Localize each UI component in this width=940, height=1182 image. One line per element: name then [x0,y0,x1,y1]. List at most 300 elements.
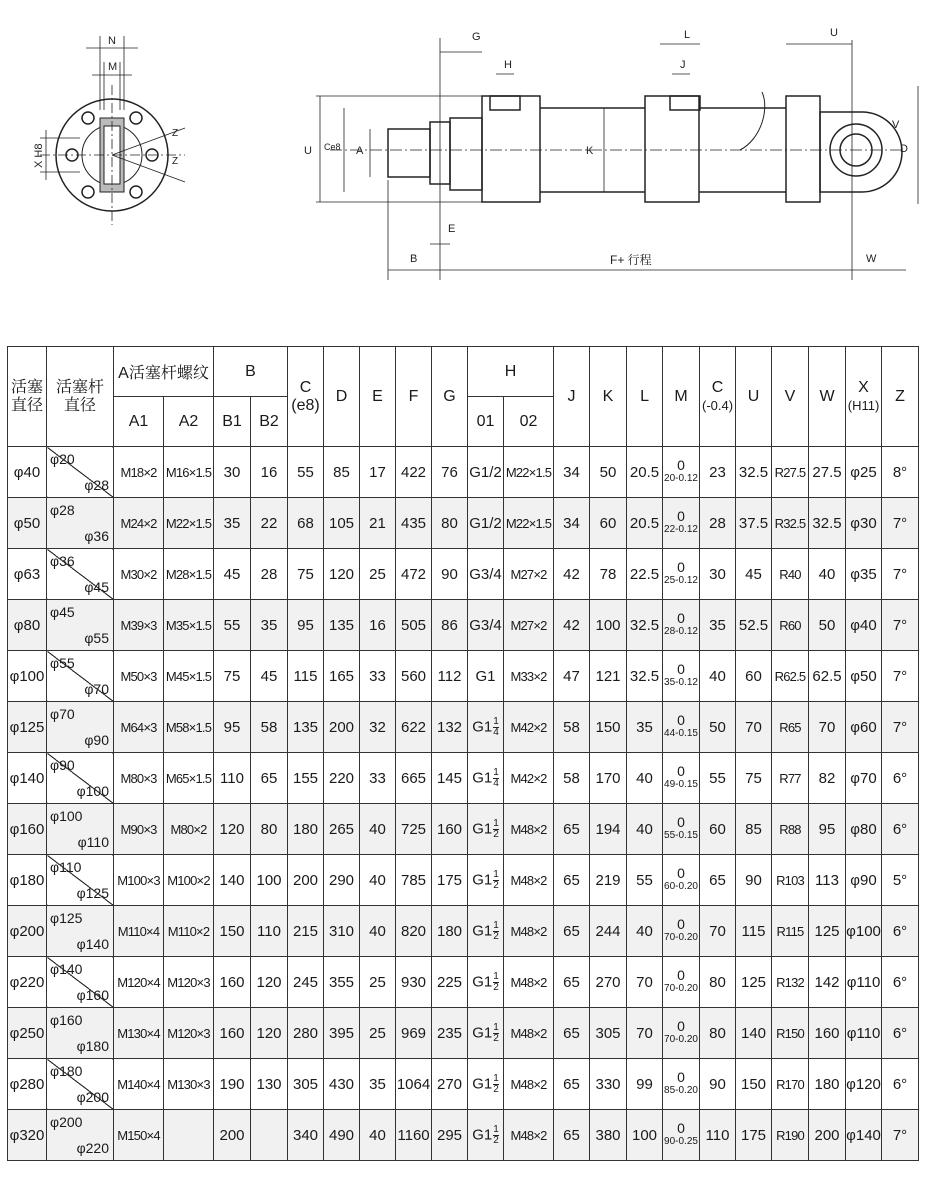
h01-fraction: $\frac{1}{2}$ [493,970,499,993]
m-lower-value: 28-0.12 [664,626,698,637]
cell-x: φ100 [846,906,882,957]
cell-g: 80 [432,498,468,549]
cell-e: 35 [360,1059,396,1110]
cell-c: 280 [288,1008,324,1059]
cell-g: 132 [432,702,468,753]
label-ce8: Ce8 [324,142,341,152]
cell-e: 33 [360,753,396,804]
cell-v: R190 [772,1110,809,1161]
m-upper-deviation: 0 [677,1069,685,1085]
cell-b2: 80 [251,804,288,855]
cell-l: 32.5 [627,600,663,651]
cell-x: φ140 [846,1110,882,1161]
m-lower-value: 70-0.20 [664,1034,698,1045]
h01-text: G1 [472,768,493,786]
cell-w: 113 [809,855,846,906]
cell-c2: 35 [700,600,736,651]
cell-rod-diameter [47,1008,114,1059]
cell-h02: M48×2 [504,1110,554,1161]
cell-b1: 75 [214,651,251,702]
rod-diameter-small: φ70 [50,706,75,722]
cell-h02: M27×2 [504,600,554,651]
cell-z: 7° [882,549,919,600]
cell-a2: M58×1.5 [164,702,214,753]
header-c2-text: C [711,378,724,396]
m-upper-deviation: 0 [677,763,685,779]
h01-text: G1 [472,819,493,837]
m-upper-deviation: 0 [677,814,685,830]
cell-j: 42 [554,549,590,600]
cell-b2: 45 [251,651,288,702]
cell-c: 55 [288,447,324,498]
cell-j: 42 [554,600,590,651]
label-u-top: U [830,27,838,39]
cell-u: 37.5 [736,498,772,549]
cell-w: 50 [809,600,846,651]
cell-m [663,855,700,906]
cell-e: 21 [360,498,396,549]
cell-d: 290 [324,855,360,906]
cell-m [663,498,700,549]
m-upper-deviation: 0 [677,457,685,473]
table-row [8,957,940,1008]
header-piston-diameter [8,347,47,447]
cell-rod-diameter [47,957,114,1008]
cell-m [663,600,700,651]
cell-h02: M48×2 [504,855,554,906]
cell-b2: 22 [251,498,288,549]
cell-a2: M100×2 [164,855,214,906]
cell-m [663,1110,700,1161]
cell-a2: M80×2 [164,804,214,855]
m-lower-value: 25-0.12 [664,575,698,586]
cell-p: φ180 [8,855,47,906]
label-e: E [448,223,456,235]
cell-a2: M16×1.5 [164,447,214,498]
cell-a1: M18×2 [114,447,164,498]
cell-b2 [251,1110,288,1161]
cell-c2: 60 [700,804,736,855]
cell-p: φ80 [8,600,47,651]
cell-a2: M120×3 [164,957,214,1008]
cell-a2: M45×1.5 [164,651,214,702]
cell-l: 70 [627,957,663,1008]
rod-diameter-large: φ100 [76,783,109,799]
cell-x: φ50 [846,651,882,702]
cell-p: φ125 [8,702,47,753]
cell-e: 33 [360,651,396,702]
cell-m [663,447,700,498]
cell-z: 7° [882,600,919,651]
label-b: B [410,253,418,265]
cell-e: 40 [360,804,396,855]
cell-b2: 35 [251,600,288,651]
cell-f: 505 [396,600,432,651]
cell-f: 785 [396,855,432,906]
cell-u: 150 [736,1059,772,1110]
table-row [8,498,940,549]
label-m: M [108,61,118,73]
cell-v: R150 [772,1008,809,1059]
rod-diameter-large: φ28 [84,477,109,493]
spec-table [7,346,940,1161]
cell-k: 219 [590,855,627,906]
rod-diameter-small: φ100 [50,808,83,824]
cell-c: 95 [288,600,324,651]
cell-d: 355 [324,957,360,1008]
m-upper-deviation: 0 [677,1120,685,1136]
cell-a1: M150×4 [114,1110,164,1161]
cell-c2: 55 [700,753,736,804]
cell-l: 100 [627,1110,663,1161]
cell-rod-diameter [47,1059,114,1110]
cell-d: 120 [324,549,360,600]
rod-diameter-large: φ180 [76,1038,109,1054]
table-row [8,906,940,957]
cell-rod-diameter [47,1110,114,1161]
cell-j: 34 [554,498,590,549]
cell-rod-diameter [47,855,114,906]
cell-j: 58 [554,702,590,753]
cell-h02: M33×2 [504,651,554,702]
cell-rod-diameter [47,498,114,549]
rod-diameter-large: φ140 [76,936,109,952]
cell-b1: 160 [214,1008,251,1059]
cell-c: 340 [288,1110,324,1161]
table-row [8,1059,940,1110]
header-g: G [432,347,468,447]
cell-h01 [468,498,504,549]
cell-d: 395 [324,1008,360,1059]
cell-a2: M35×1.5 [164,600,214,651]
rod-diameter-large: φ36 [84,528,109,544]
cell-p: φ140 [8,753,47,804]
cell-f: 1064 [396,1059,432,1110]
cell-c2: 50 [700,702,736,753]
cell-h01 [468,906,504,957]
cell-j: 65 [554,1008,590,1059]
cell-x: φ30 [846,498,882,549]
header-piston-diameter-text: 活塞直径 [10,378,43,414]
cell-a1: M24×2 [114,498,164,549]
cell-v: R103 [772,855,809,906]
label-z-upper: Z [172,128,179,139]
cell-w: 125 [809,906,846,957]
cell-g: 112 [432,651,468,702]
cell-u: 60 [736,651,772,702]
header-c [288,347,324,447]
cell-p: φ320 [8,1110,47,1161]
cell-d: 220 [324,753,360,804]
cell-v: R132 [772,957,809,1008]
table-row [8,1008,940,1059]
cell-c2: 65 [700,855,736,906]
cell-l: 55 [627,855,663,906]
cell-h02: M22×1.5 [504,498,554,549]
cell-k: 170 [590,753,627,804]
cell-b1: 190 [214,1059,251,1110]
m-lower-value: 90-0.25 [664,1136,698,1147]
cell-f: 930 [396,957,432,1008]
header-b: B [214,347,288,397]
cell-c2: 80 [700,957,736,1008]
m-lower-value: 22-0.12 [664,524,698,535]
h01-text: G3/4 [469,565,502,583]
cell-h02: M48×2 [504,957,554,1008]
cell-k: 270 [590,957,627,1008]
cell-c: 180 [288,804,324,855]
cell-l: 32.5 [627,651,663,702]
rod-diameter-small: φ180 [50,1063,83,1079]
cell-b2: 130 [251,1059,288,1110]
label-stroke: F+ 行程 [610,253,652,267]
cell-h01 [468,1008,504,1059]
cell-h02: M27×2 [504,549,554,600]
rod-diameter-large: φ220 [76,1140,109,1156]
cell-k: 121 [590,651,627,702]
h01-text: G1 [472,921,493,939]
cell-f: 422 [396,447,432,498]
header-c2 [700,347,736,447]
cell-g: 270 [432,1059,468,1110]
cell-c2: 90 [700,1059,736,1110]
cell-e: 25 [360,1008,396,1059]
cell-d: 265 [324,804,360,855]
cell-l: 99 [627,1059,663,1110]
cell-e: 40 [360,906,396,957]
cell-rod-diameter [47,804,114,855]
cell-c: 200 [288,855,324,906]
m-lower-value: 55-0.15 [664,830,698,841]
header-x-sub: (H11) [847,397,880,413]
cell-b1: 200 [214,1110,251,1161]
cell-z: 7° [882,702,919,753]
label-d: D [900,143,908,155]
label-j: J [680,59,686,71]
cell-u: 115 [736,906,772,957]
cell-v: R88 [772,804,809,855]
cell-h01 [468,957,504,1008]
cell-w: 95 [809,804,846,855]
h01-text: G1 [472,870,493,888]
cell-a1: M120×4 [114,957,164,1008]
m-lower-value: 60-0.20 [664,881,698,892]
header-rod-thread: A活塞杆螺纹 [114,347,214,397]
cell-l: 40 [627,753,663,804]
label-v: V [892,119,900,131]
h01-text: G1 [472,1125,493,1143]
cell-v: R115 [772,906,809,957]
cell-z: 6° [882,1059,919,1110]
cell-b2: 120 [251,1008,288,1059]
cell-x: φ80 [846,804,882,855]
cell-u: 32.5 [736,447,772,498]
m-lower-value: 20-0.12 [664,473,698,484]
cell-k: 244 [590,906,627,957]
cell-c2: 23 [700,447,736,498]
cell-b2: 100 [251,855,288,906]
cell-g: 76 [432,447,468,498]
cell-h01 [468,804,504,855]
rod-diameter-large: φ160 [76,987,109,1003]
label-g: G [472,31,481,43]
rod-diameter-large: φ125 [76,885,109,901]
cell-e: 40 [360,1110,396,1161]
cell-b1: 35 [214,498,251,549]
label-u-left: U [304,145,312,157]
cell-c: 75 [288,549,324,600]
cell-x: φ120 [846,1059,882,1110]
header-v: V [772,347,809,447]
cell-c: 115 [288,651,324,702]
h01-text: G1 [472,972,493,990]
cell-p: φ63 [8,549,47,600]
cell-a1: M130×4 [114,1008,164,1059]
cell-v: R170 [772,1059,809,1110]
m-upper-deviation: 0 [677,508,685,524]
header-l: L [627,347,663,447]
cell-h01 [468,1059,504,1110]
cell-j: 65 [554,855,590,906]
cell-u: 90 [736,855,772,906]
cell-w: 70 [809,702,846,753]
m-upper-deviation: 0 [677,1018,685,1034]
cell-v: R32.5 [772,498,809,549]
m-upper-deviation: 0 [677,916,685,932]
table-row [8,702,940,753]
cell-g: 180 [432,906,468,957]
rod-diameter-small: φ125 [50,910,83,926]
table-row [8,651,940,702]
cell-d: 310 [324,906,360,957]
cell-c2: 80 [700,1008,736,1059]
cell-d: 430 [324,1059,360,1110]
cell-j: 58 [554,753,590,804]
cell-l: 22.5 [627,549,663,600]
cell-u: 45 [736,549,772,600]
cell-e: 40 [360,855,396,906]
cell-u: 125 [736,957,772,1008]
cell-a2: M28×1.5 [164,549,214,600]
cell-c2: 110 [700,1110,736,1161]
cell-v: R60 [772,600,809,651]
cell-f: 560 [396,651,432,702]
cell-j: 65 [554,906,590,957]
m-upper-deviation: 0 [677,712,685,728]
cell-b1: 55 [214,600,251,651]
header-k: K [590,347,627,447]
label-n: N [108,35,116,47]
cell-rod-diameter [47,600,114,651]
cell-h01 [468,549,504,600]
cell-p: φ50 [8,498,47,549]
cell-b1: 120 [214,804,251,855]
cell-g: 86 [432,600,468,651]
table-row [8,549,940,600]
h01-fraction: $\frac{1}{4}$ [493,766,499,789]
cell-h01 [468,447,504,498]
header-w: W [809,347,846,447]
table-row [8,855,940,906]
cell-e: 25 [360,957,396,1008]
cell-g: 145 [432,753,468,804]
m-lower-value: 70-0.20 [664,983,698,994]
cell-h02: M48×2 [504,906,554,957]
cell-d: 200 [324,702,360,753]
cell-l: 40 [627,804,663,855]
cell-a1: M90×3 [114,804,164,855]
cell-a2: M130×3 [164,1059,214,1110]
cell-f: 472 [396,549,432,600]
cell-g: 175 [432,855,468,906]
cell-b2: 120 [251,957,288,1008]
cell-m [663,1059,700,1110]
label-k: K [586,145,594,157]
cell-c: 215 [288,906,324,957]
cell-f: 622 [396,702,432,753]
cell-z: 6° [882,753,919,804]
cell-x: φ110 [846,1008,882,1059]
cell-j: 47 [554,651,590,702]
cell-d: 165 [324,651,360,702]
cell-a1: M50×3 [114,651,164,702]
h01-text: G1 [472,1074,493,1092]
cell-m [663,549,700,600]
cell-c2: 40 [700,651,736,702]
table-row [8,600,940,651]
cell-w: 180 [809,1059,846,1110]
cell-k: 194 [590,804,627,855]
cell-a1: M80×3 [114,753,164,804]
cell-x: φ60 [846,702,882,753]
cell-a1: M140×4 [114,1059,164,1110]
h01-fraction: $\frac{1}{2}$ [493,1021,499,1044]
cell-g: 90 [432,549,468,600]
cell-b1: 150 [214,906,251,957]
h01-fraction: $\frac{1}{2}$ [493,919,499,942]
cell-j: 65 [554,957,590,1008]
rod-diameter-small: φ28 [50,502,75,518]
h01-fraction: $\frac{1}{2}$ [493,817,499,840]
cell-z: 7° [882,498,919,549]
cell-v: R65 [772,702,809,753]
cell-f: 665 [396,753,432,804]
cell-m [663,1008,700,1059]
cell-h02: M48×2 [504,804,554,855]
cell-c: 155 [288,753,324,804]
cell-d: 490 [324,1110,360,1161]
table-row [8,753,940,804]
h01-text: G1/2 [469,514,502,532]
cell-a1: M64×3 [114,702,164,753]
cell-h02: M22×1.5 [504,447,554,498]
cell-l: 35 [627,702,663,753]
header-j: J [554,347,590,447]
cell-d: 85 [324,447,360,498]
cell-l: 20.5 [627,447,663,498]
cell-p: φ250 [8,1008,47,1059]
cell-c2: 30 [700,549,736,600]
cell-p: φ100 [8,651,47,702]
cell-g: 225 [432,957,468,1008]
rod-diameter-large: φ70 [84,681,109,697]
cell-e: 32 [360,702,396,753]
cell-v: R62.5 [772,651,809,702]
label-h: H [504,59,512,71]
cell-u: 52.5 [736,600,772,651]
header-z: Z [882,347,919,447]
cell-b2: 58 [251,702,288,753]
